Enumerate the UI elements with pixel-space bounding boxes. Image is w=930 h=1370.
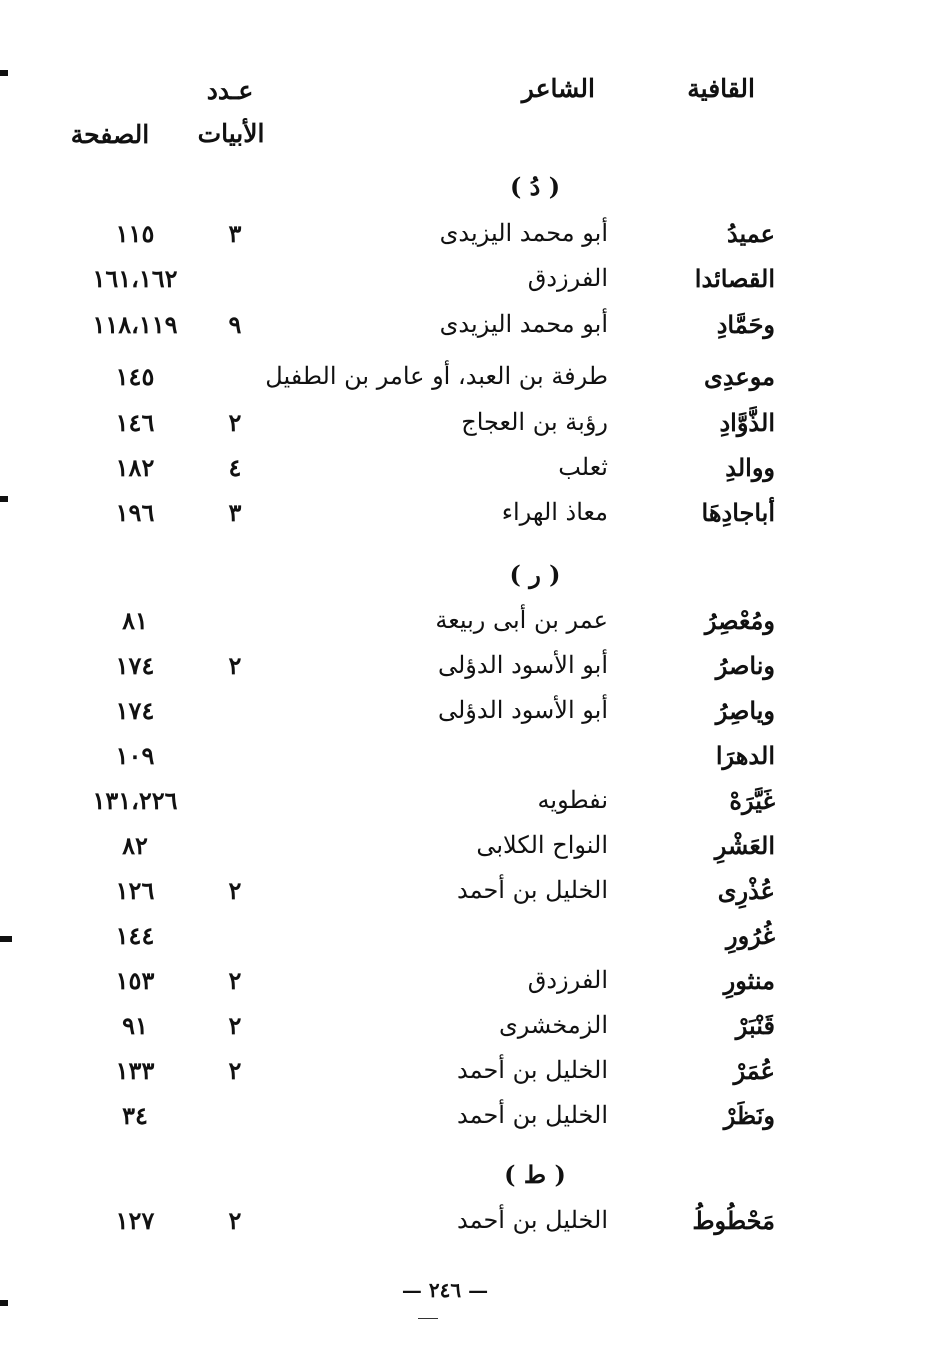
section-heading: ( دُ ) [509, 172, 561, 201]
page-ref-cell: ١٤٤ [115, 921, 155, 950]
verse-count-cell: ٣ [228, 219, 242, 248]
header-poet: الشاعر [521, 74, 595, 103]
page-ref-cell: ١٦١،١٦٢ [92, 264, 178, 293]
margin-mark [0, 496, 8, 502]
page-number: — ٢٤٦ — [401, 1278, 489, 1302]
poet-cell: الخليل بن أحمد [456, 876, 608, 904]
rhyme-cell: مَحْطُوطُ [692, 1206, 775, 1235]
rhyme-cell: الدهرَا [715, 741, 775, 770]
page-ref-cell: ١٣١،٢٢٦ [92, 786, 178, 815]
rhyme-cell: عُمَرْ [733, 1056, 775, 1085]
rhyme-cell: الذَّوَّادِ [719, 408, 775, 437]
rhyme-cell: القصائدا [694, 264, 775, 293]
verse-count-cell: ٤ [228, 453, 242, 482]
table-row [0, 494, 930, 538]
header-qafiya: القافية [687, 74, 755, 103]
table-row [0, 962, 930, 1006]
table-row [0, 647, 930, 691]
table-row [0, 449, 930, 493]
rhyme-cell: غَيَّرَهْ [729, 786, 775, 815]
page-ref-cell: ١٢٦ [115, 876, 155, 905]
poet-cell: الخليل بن أحمد [456, 1101, 608, 1129]
footer-rule [418, 1318, 438, 1319]
margin-mark [0, 1300, 8, 1306]
verse-count-cell: ٢ [228, 1011, 242, 1040]
rhyme-cell: وحَمَّادِ [716, 310, 775, 339]
margin-mark [0, 70, 8, 76]
header-page: الصفحة [70, 120, 150, 149]
verse-count-cell: ٩ [228, 310, 242, 339]
page-ref-cell: ١٧٤ [115, 696, 155, 725]
page-ref-cell: ١٥٣ [115, 966, 155, 995]
poet-cell: ثعلب [558, 453, 608, 481]
table-row [0, 404, 930, 448]
table-row [0, 1202, 930, 1246]
page-ref-cell: ١٩٦ [115, 498, 155, 527]
margin-mark [0, 936, 12, 942]
page-ref-cell: ٣٤ [122, 1101, 148, 1130]
poet-cell: النواح الكلابى [476, 831, 608, 859]
verse-count-cell: ٢ [228, 876, 242, 905]
rhyme-cell: أباجادِهَا [701, 498, 775, 527]
page-ref-cell: ٨٢ [122, 831, 148, 860]
section-heading: ( ر ) [509, 560, 561, 589]
verse-count-cell: ٢ [228, 966, 242, 995]
poet-cell: الخليل بن أحمد [456, 1056, 608, 1084]
table-row [0, 782, 930, 826]
verse-count-cell: ٢ [228, 1206, 242, 1235]
table-row [0, 215, 930, 259]
section-heading: ( ط ) [504, 1160, 566, 1189]
rhyme-cell: عميدُ [726, 219, 775, 248]
page-ref-cell: ١١٥ [115, 219, 155, 248]
poet-cell: الزمخشرى [498, 1011, 608, 1039]
page-ref-cell: ٨١ [122, 606, 148, 635]
header-count-bottom: الأبيات [197, 119, 265, 148]
page-ref-cell: ١٨٢ [115, 453, 155, 482]
table-row [0, 1007, 930, 1051]
table-row [0, 602, 930, 646]
rhyme-cell: وياصِرُ [715, 696, 775, 725]
poet-cell: عمر بن أبى ربيعة [435, 606, 608, 634]
page-ref-cell: ١٠٩ [115, 741, 155, 770]
rhyme-cell: ووالدِ [725, 453, 775, 482]
poet-cell: الخليل بن أحمد [456, 1206, 608, 1234]
poet-cell: رؤبة بن العجاج [461, 408, 608, 436]
table-row [0, 306, 930, 350]
poet-cell: أبو الأسود الدؤلى [437, 651, 608, 679]
page-ref-cell: ١١٨،١١٩ [92, 310, 178, 339]
page-ref-cell: ١٧٤ [115, 651, 155, 680]
poet-cell: أبو محمد اليزيدى [439, 219, 608, 247]
table-row [0, 260, 930, 304]
verse-count-cell: ٢ [228, 1056, 242, 1085]
rhyme-cell: ومُعْصِرُ [704, 606, 775, 635]
verse-count-cell: ٢ [228, 651, 242, 680]
rhyme-cell: العَشْرِ [714, 831, 775, 860]
poet-cell: أبو الأسود الدؤلى [437, 696, 608, 724]
rhyme-cell: عُذْرِى [717, 876, 775, 905]
table-row [0, 1052, 930, 1096]
poet-cell: طرفة بن العبد، أو عامر بن الطفيل [265, 362, 608, 390]
page-ref-cell: ١٣٣ [115, 1056, 155, 1085]
rhyme-cell: قَنْبَرْ [735, 1011, 775, 1040]
table-row [0, 737, 930, 781]
table-row [0, 872, 930, 916]
table-row [0, 692, 930, 736]
rhyme-cell: وناصرُ [715, 651, 775, 680]
rhyme-cell: موعدِى [704, 362, 775, 391]
poet-cell: الفرزدق [527, 966, 608, 994]
poet-cell: أبو محمد اليزيدى [439, 310, 608, 338]
rhyme-cell: ونَظَرْ [723, 1101, 775, 1130]
rhyme-cell: غُرُورِ [726, 921, 775, 950]
poet-cell: الفرزدق [527, 264, 608, 292]
page-ref-cell: ١٤٥ [115, 362, 155, 391]
poet-cell: معاذ الهراء [501, 498, 608, 526]
verse-count-cell: ٣ [228, 498, 242, 527]
table-row [0, 358, 930, 402]
page-ref-cell: ١٢٧ [115, 1206, 155, 1235]
header-count-top: عـدد [206, 76, 254, 105]
table-row [0, 827, 930, 871]
table-row [0, 917, 930, 961]
page-ref-cell: ١٤٦ [115, 408, 155, 437]
rhyme-cell: منثورِ [723, 966, 775, 995]
poet-cell: نفطويه [537, 786, 608, 814]
page-ref-cell: ٩١ [122, 1011, 148, 1040]
table-row [0, 1097, 930, 1141]
verse-count-cell: ٢ [228, 408, 242, 437]
